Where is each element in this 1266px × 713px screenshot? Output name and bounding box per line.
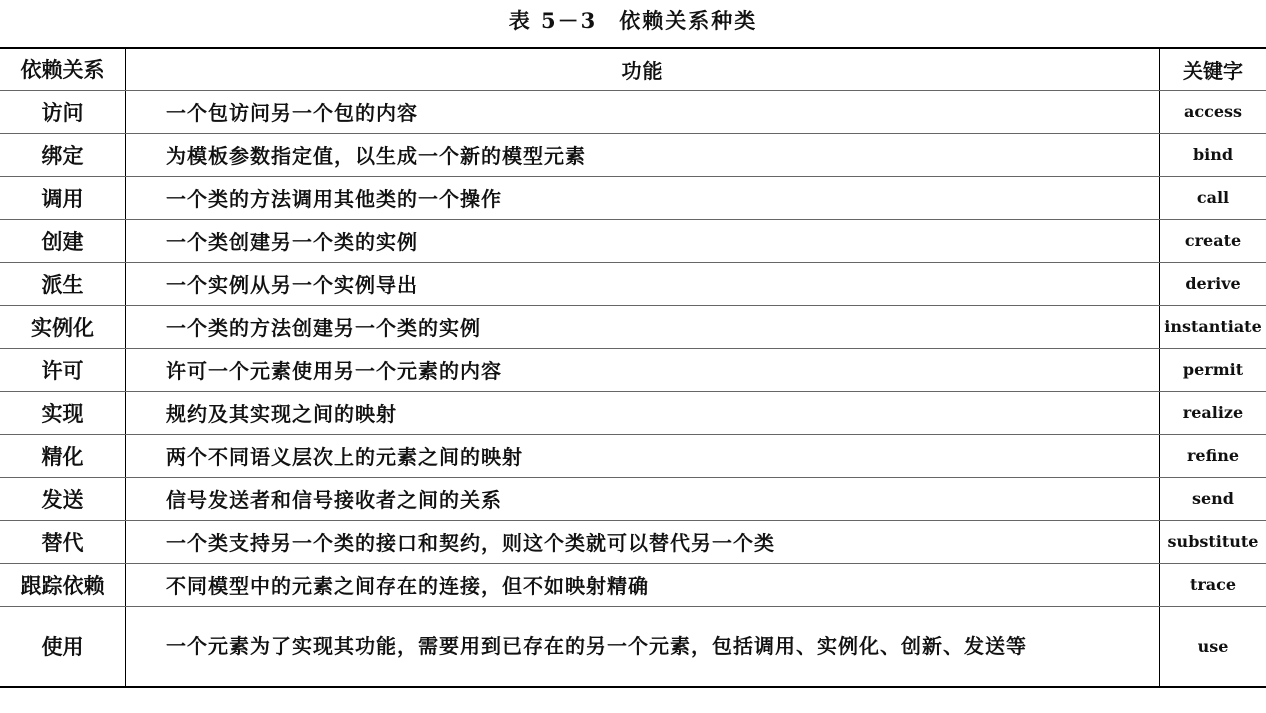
keyword-cell: call xyxy=(1160,176,1266,219)
keyword-cell: trace xyxy=(1160,563,1266,606)
table-row xyxy=(0,176,1266,219)
keyword-cell: permit xyxy=(1160,348,1266,391)
keyword-cell: create xyxy=(1160,219,1266,262)
relation-cell: 绑定 xyxy=(0,133,126,176)
table-row xyxy=(0,520,1266,563)
keyword-cell: send xyxy=(1160,477,1266,520)
table-row xyxy=(0,305,1266,348)
relation-cell: 替代 xyxy=(0,520,126,563)
function-cell: 两个不同语义层次上的元素之间的映射 xyxy=(126,434,1160,477)
table-row xyxy=(0,434,1266,477)
table-row xyxy=(0,477,1266,520)
function-cell: 一个包访问另一个包的内容 xyxy=(126,90,1160,133)
table-header-row xyxy=(0,48,1266,90)
table-row xyxy=(0,262,1266,305)
relation-cell: 创建 xyxy=(0,219,126,262)
table-row xyxy=(0,133,1266,176)
header-relation: 依赖关系 xyxy=(0,48,126,90)
function-cell: 一个类支持另一个类的接口和契约，则这个类就可以替代另一个类 xyxy=(126,520,1160,563)
function-cell: 一个类的方法创建另一个类的实例 xyxy=(126,305,1160,348)
table-row xyxy=(0,90,1266,133)
relation-cell: 访问 xyxy=(0,90,126,133)
relation-cell: 调用 xyxy=(0,176,126,219)
function-cell: 一个实例从另一个实例导出 xyxy=(126,262,1160,305)
relation-cell: 实例化 xyxy=(0,305,126,348)
table-row xyxy=(0,219,1266,262)
relation-cell: 派生 xyxy=(0,262,126,305)
keyword-cell: derive xyxy=(1160,262,1266,305)
function-cell: 许可一个元素使用另一个元素的内容 xyxy=(126,348,1160,391)
function-cell: 一个类的方法调用其他类的一个操作 xyxy=(126,176,1160,219)
header-keyword: 关键字 xyxy=(1160,48,1266,90)
relation-cell: 精化 xyxy=(0,434,126,477)
table-title: 依赖关系种类 xyxy=(619,9,758,33)
function-cell: 不同模型中的元素之间存在的连接，但不如映射精确 xyxy=(126,563,1160,606)
function-cell: 一个元素为了实现其功能，需要用到已存在的另一个元素，包括调用、实例化、创新、发送等 xyxy=(126,606,1160,687)
function-cell: 一个类创建另一个类的实例 xyxy=(126,219,1160,262)
keyword-cell: refine xyxy=(1160,434,1266,477)
relation-cell: 使用 xyxy=(0,606,126,687)
table-row xyxy=(0,606,1266,687)
keyword-cell: realize xyxy=(1160,391,1266,434)
function-cell: 规约及其实现之间的映射 xyxy=(126,391,1160,434)
keyword-cell: use xyxy=(1160,606,1266,687)
keyword-cell: bind xyxy=(1160,133,1266,176)
relation-cell: 发送 xyxy=(0,477,126,520)
table-row xyxy=(0,391,1266,434)
table-row xyxy=(0,348,1266,391)
keyword-cell: substitute xyxy=(1160,520,1266,563)
function-cell: 为模板参数指定值，以生成一个新的模型元素 xyxy=(126,133,1160,176)
relation-cell: 跟踪依赖 xyxy=(0,563,126,606)
table-number: 表 5－3 xyxy=(508,8,598,33)
function-cell: 信号发送者和信号接收者之间的关系 xyxy=(126,477,1160,520)
relation-cell: 实现 xyxy=(0,391,126,434)
dependency-table xyxy=(0,47,1266,688)
table-caption xyxy=(0,6,1266,36)
keyword-cell: instantiate xyxy=(1160,305,1266,348)
relation-cell: 许可 xyxy=(0,348,126,391)
table-row xyxy=(0,563,1266,606)
keyword-cell: access xyxy=(1160,90,1266,133)
header-function: 功能 xyxy=(126,48,1160,90)
